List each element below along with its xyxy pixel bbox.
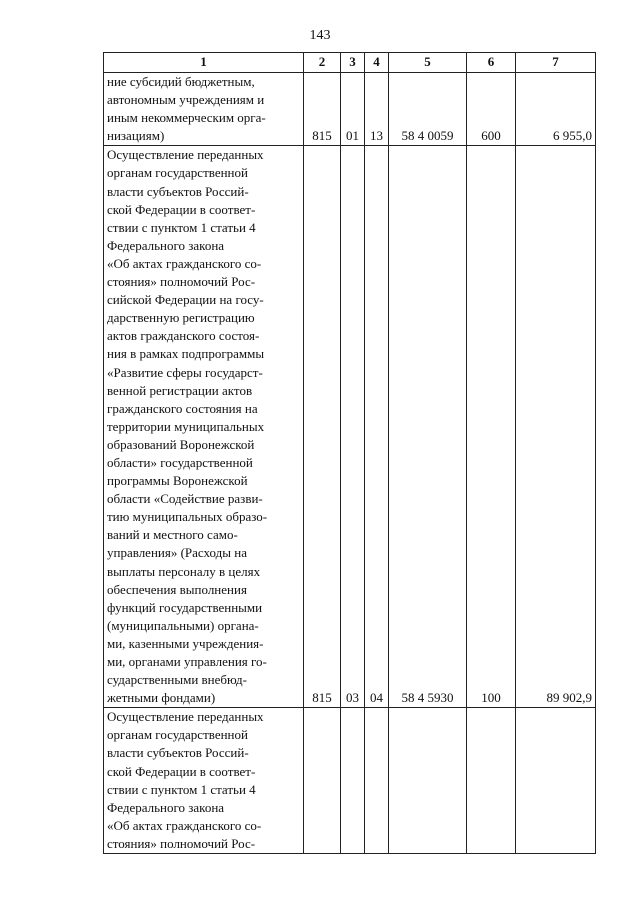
description-line: ской Федерации в соответ- — [107, 763, 256, 779]
table-row — [104, 708, 596, 854]
description-line: ми, органами управления го- — [107, 654, 267, 669]
description-line: ние субсидий бюджетным, — [107, 74, 255, 89]
description-line: иным некоммерческим орга- — [107, 110, 266, 126]
description-line: территории муниципальных — [107, 418, 265, 434]
description-line: органам государственной — [107, 727, 248, 743]
header-cell: 5 — [389, 53, 467, 73]
description-line: гражданского состояния на — [107, 400, 258, 416]
description-line: сударственными внебюд- — [107, 672, 248, 688]
description-line: стояния» полномочий Рос- — [107, 274, 256, 290]
description-line: ской Федерации в соответ- — [107, 201, 256, 217]
description-line: области «Содействие разви- — [107, 491, 263, 507]
description-line: дарственную регистрацию — [107, 310, 255, 326]
description-line: низациям) — [107, 128, 165, 144]
department-code-cell: 815 — [304, 146, 341, 708]
header-cell: 2 — [304, 53, 341, 73]
subsection-code-cell: 13 — [365, 73, 389, 146]
department-code-cell — [304, 708, 341, 854]
page-number: 143 — [309, 28, 331, 43]
description-line: Осуществление переданных — [107, 709, 264, 725]
amount-cell: 89 902,9 — [516, 146, 596, 708]
department-code-cell: 815 — [304, 73, 341, 146]
target-article-cell: 58 4 0059 — [389, 73, 467, 146]
description-line: «Развитие сферы государст- — [107, 364, 263, 380]
header-cell: 7 — [516, 53, 596, 73]
header-cell: 3 — [341, 53, 365, 73]
header-cell: 6 — [467, 53, 516, 73]
description-line: актов гражданского состоя- — [107, 328, 260, 344]
description-line: органам государственной — [107, 165, 248, 181]
description-line: ваний и местного само- — [107, 527, 238, 543]
description-line: обеспечения выполнения — [107, 581, 247, 597]
section-code-cell: 01 — [341, 73, 365, 146]
section-code-cell: 03 — [341, 146, 365, 708]
target-article-cell: 58 4 5930 — [389, 146, 467, 708]
description-line: управления» (Расходы на — [107, 545, 247, 561]
section-code-cell — [341, 708, 365, 854]
description-line: стояния» полномочий Рос- — [107, 835, 256, 851]
description-line: ми, казенными учреждения- — [107, 635, 264, 651]
description-line: Федерального закона — [107, 799, 225, 815]
description-line: программы Воронежской — [107, 473, 248, 489]
description-line: функций государственными — [107, 599, 263, 615]
table-row — [104, 146, 596, 708]
description-line: области» государственной — [107, 454, 253, 470]
description-line: ствии с пунктом 1 статьи 4 — [107, 781, 256, 797]
description-line: «Об актах гражданского со- — [107, 255, 262, 271]
description-line: Федерального закона — [107, 237, 225, 253]
header-cell: 4 — [365, 53, 389, 73]
description-line: тию муниципальных образо- — [107, 509, 268, 525]
description-line: ствии с пунктом 1 статьи 4 — [107, 219, 256, 235]
description-cell — [104, 146, 304, 708]
subsection-code-cell: 04 — [365, 146, 389, 708]
description-line: выплаты персоналу в целях — [107, 563, 261, 579]
expense-type-cell: 600 — [467, 73, 516, 146]
header-cell: 1 — [104, 53, 304, 73]
description-line: ния в рамках подпрограммы — [107, 346, 265, 362]
description-line: Осуществление переданных — [107, 147, 264, 163]
description-line: «Об актах гражданского со- — [107, 817, 262, 833]
description-cell — [104, 73, 304, 146]
description-line: жетными фондами) — [107, 690, 216, 706]
description-cell — [104, 708, 304, 854]
description-line: власти субъектов Россий- — [107, 745, 249, 761]
description-line: образований Воронежской — [107, 436, 255, 452]
expense-type-cell — [467, 708, 516, 854]
description-line: венной регистрации актов — [107, 382, 253, 398]
description-line: сийской Федерации на госу- — [107, 292, 264, 308]
amount-cell — [516, 708, 596, 854]
amount-cell: 6 955,0 — [516, 73, 596, 146]
description-line: автономным учреждениям и — [107, 92, 265, 108]
header-row — [104, 53, 596, 73]
budget-table — [103, 52, 596, 854]
subsection-code-cell — [365, 708, 389, 854]
table-row — [104, 73, 596, 146]
expense-type-cell: 100 — [467, 146, 516, 708]
target-article-cell — [389, 708, 467, 854]
description-line: власти субъектов Россий- — [107, 183, 249, 199]
description-line: (муниципальными) органа- — [107, 617, 259, 633]
